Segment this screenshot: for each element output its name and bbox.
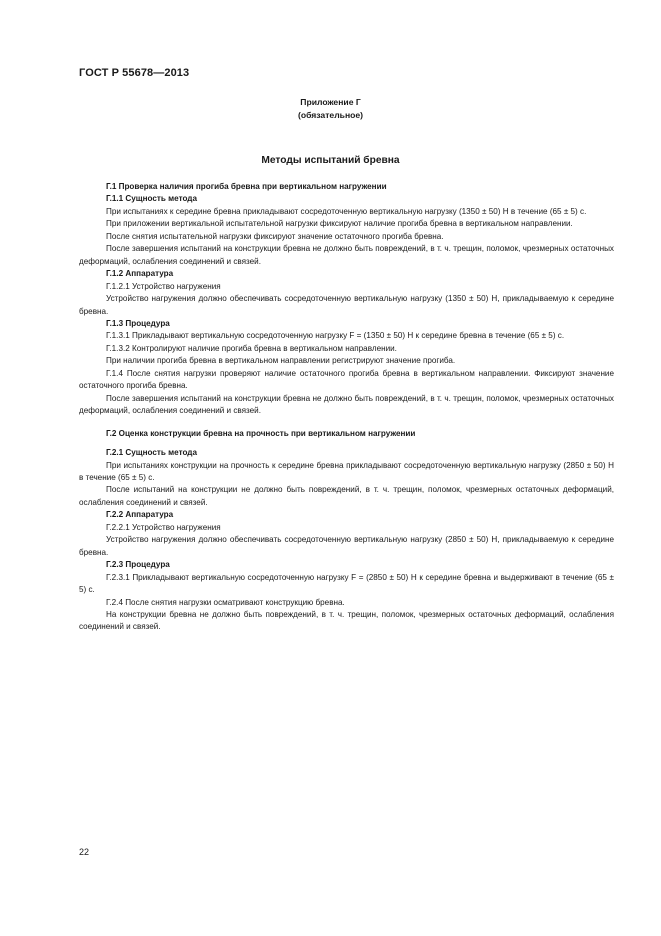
subsection-heading: Г.2.2 Аппаратура — [106, 510, 174, 520]
section-title: Методы испытаний бревна — [261, 155, 400, 166]
section-heading-g1: Г.1 Проверка наличия прогиба бревна при вертикальном нагружении — [106, 182, 387, 191]
paragraph: Г.1.3.2 Контролируют наличие прогиба бревна в вертикальном направлении. — [106, 343, 397, 353]
paragraph: При испытаниях к середине бревна прикладывают сосредоточенную вертикальную нагрузку (1350 ± 50) Н в течение (65 ± 5) с. — [106, 206, 587, 216]
paragraph: Г.1.3.1 Прикладывают вертикальную сосредоточенную нагрузку F = (1350 ± 50) Н к середине бревна в течение (65 ± 5) с. — [106, 331, 565, 341]
section-heading-g2: Г.2 Оценка конструкции бревна на прочность при вертикальном нагружении — [106, 428, 416, 438]
paragraph: Устройство нагружения должно обеспечивать сосредоточенную вертикальную нагрузку (1350 ± 50) Н, прикладываемую к середине бревна. — [79, 294, 614, 316]
paragraph: Г.2.2.1 Устройство нагружения — [106, 522, 221, 532]
appendix-type: (обязательное) — [297, 110, 364, 120]
paragraph: При испытаниях конструкции на прочность к середине бревна прикладывают сосредоточенную вертикальную нагрузку (2850 ± 50) Н в течение (65 ± 5) с. — [79, 460, 614, 482]
paragraph: Г.2.3.1 Прикладывают вертикальную сосредоточенную нагрузку F = (2850 ± 50) Н к середине бревна и выдерживают в течение (65 ± 5) с. — [79, 572, 614, 595]
paragraph: После завершения испытаний на конструкции бревна не должно быть повреждений, в т. ч. трещин, поломок, чрезмерных остаточных деформаций, ослабления соединений и связей. — [79, 393, 614, 416]
subsection-heading: Г.2.1 Сущность метода — [106, 448, 197, 458]
document-body — [79, 181, 614, 634]
page-number: 22 — [79, 847, 90, 857]
paragraph: После снятия испытательной нагрузки фиксируют значение остаточного прогиба бревна. — [106, 231, 444, 241]
paragraph: После завершения испытаний на конструкции бревна не должно быть повреждений, в т. ч. трещин, поломок, чрезмерных остаточных деформаций, ослабления соединений и связей. — [79, 244, 614, 266]
paragraph: При приложении вертикальной испытательной нагрузки фиксируют наличие прогиба бревна в вертикальном направлении. — [106, 219, 573, 229]
subsection-heading: Г.1.1 Сущность метода — [106, 194, 197, 204]
subsection-heading: Г.1.2 Аппаратура — [106, 269, 174, 279]
appendix-title: Приложение Г — [300, 97, 361, 107]
paragraph: Г.1.2.1 Устройство нагружения — [106, 281, 221, 291]
subsection-heading: Г.2.3 Процедура — [106, 560, 170, 570]
paragraph: Г.1.4 После снятия нагрузки проверяют наличие остаточного прогиба бревна в вертикальном направлении. Фиксируют значение остаточного прогиба бревна. — [79, 368, 614, 391]
paragraph: На конструкции бревна не должно быть повреждений, в т. ч. трещин, поломок, чрезмерных остаточных деформаций, ослабления соединений и связей. — [79, 609, 614, 632]
paragraph: Устройство нагружения должно обеспечивать сосредоточенную вертикальную нагрузку (2850 ± 50) Н, прикладываемую к середине бревна. — [79, 535, 614, 557]
paragraph: При наличии прогиба бревна в вертикальном направлении регистрируют значение прогиба. — [106, 356, 456, 366]
document-header: ГОСТ Р 55678—2013 — [79, 67, 190, 79]
paragraph: После испытаний на конструкции не должно быть повреждений, в т. ч. трещин, поломок, чрезмерных остаточных деформаций, ослабления соединений и связей. — [79, 485, 614, 507]
subsection-heading: Г.1.3 Процедура — [106, 318, 170, 328]
paragraph: Г.2.4 После снятия нагрузки осматривают конструкцию бревна. — [106, 597, 345, 607]
